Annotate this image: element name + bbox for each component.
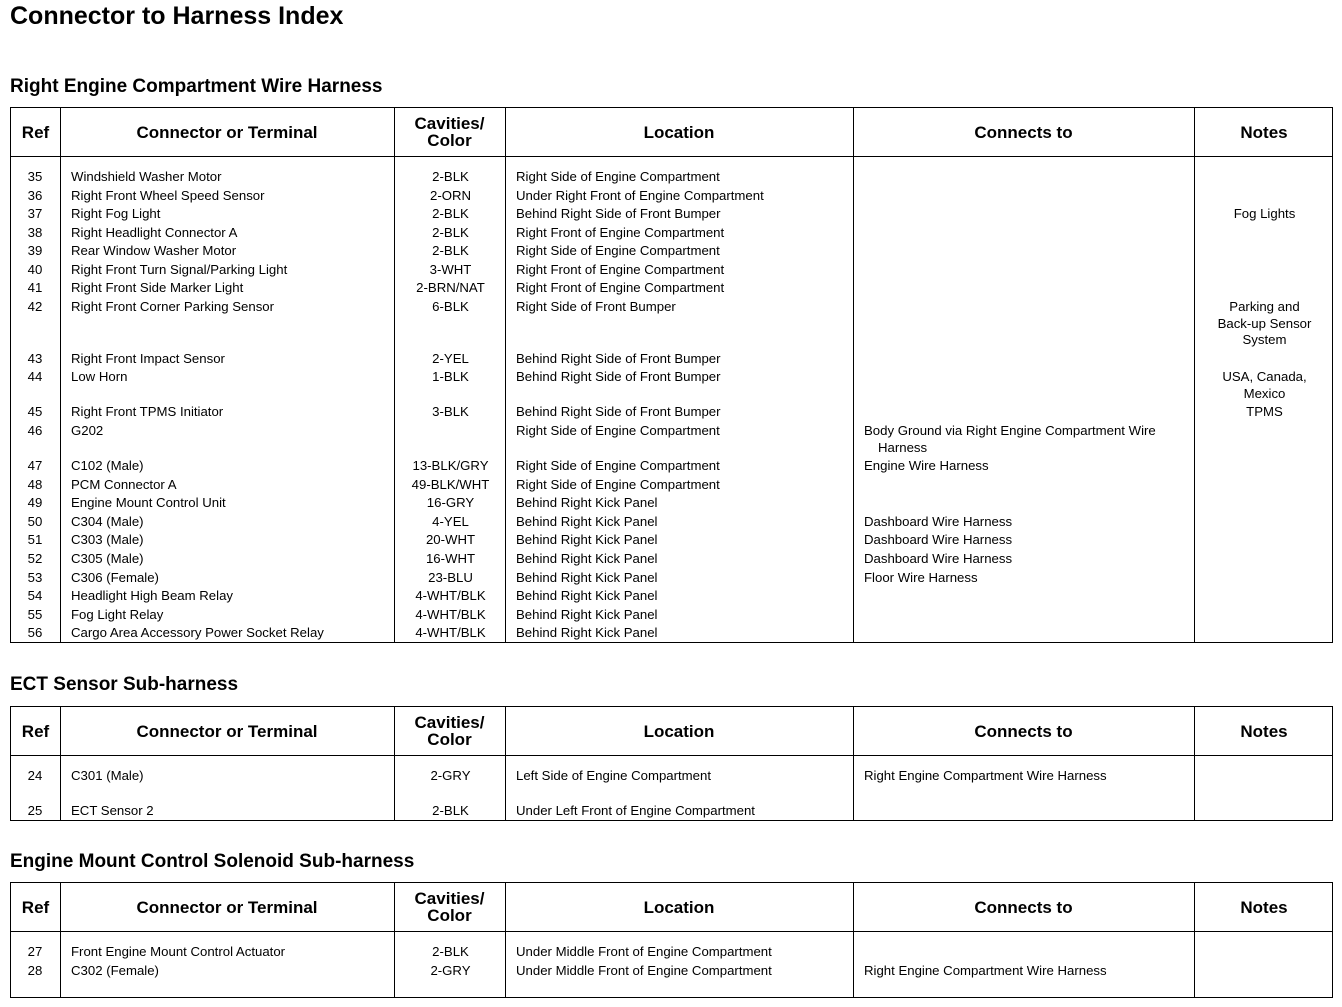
location-cell: Under Left Front of Engine Compartment: [516, 803, 755, 818]
connector-cell: Right Front Turn Signal/Parking Light: [71, 262, 288, 277]
ref-cell: 37: [27, 206, 43, 221]
connector-cell: Windshield Washer Motor: [71, 169, 222, 184]
harness-table: [10, 706, 1333, 821]
location-cell: Right Side of Engine Compartment: [516, 169, 720, 184]
header-location: Location: [643, 721, 715, 741]
cavities-cell: 2-YEL: [432, 351, 469, 366]
notes-cell: Fog Lights: [1233, 206, 1296, 221]
ref-cell: 35: [27, 169, 43, 184]
connector-cell: Fog Light Relay: [71, 607, 164, 622]
header-cavities-line: Color: [427, 906, 472, 925]
header-ref: Ref: [21, 122, 50, 142]
header-cavities: [394, 108, 505, 156]
connector-cell: Right Front Impact Sensor: [71, 351, 225, 366]
header-cavities-text: [415, 115, 485, 149]
connector-cell: Right Front Wheel Speed Sensor: [71, 188, 265, 203]
cavities-cell: 1-BLK: [432, 369, 469, 384]
location-cell: Under Middle Front of Engine Compartment: [516, 944, 772, 959]
ref-cell: 38: [27, 225, 43, 240]
location-cell: Behind Right Kick Panel: [516, 607, 658, 622]
cavities-cell: 4-WHT/BLK: [415, 625, 486, 640]
cavities-cell: 4-YEL: [432, 514, 469, 529]
harness-table: [10, 107, 1333, 643]
section-title: ECT Sensor Sub-harness: [10, 674, 239, 695]
location-cell: Behind Right Kick Panel: [516, 570, 658, 585]
location-cell: Right Side of Engine Compartment: [516, 243, 720, 258]
ref-cell: 55: [27, 607, 43, 622]
connector-cell: Low Horn: [71, 369, 128, 384]
ref-cell: 36: [27, 188, 43, 203]
connector-cell: G202: [71, 423, 104, 438]
cavities-cell: 2-ORN: [429, 188, 472, 203]
cavities-cell: 6-BLK: [432, 299, 469, 314]
connects-to-cell: Engine Wire Harness: [864, 458, 989, 473]
ref-cell: 41: [27, 280, 43, 295]
location-cell: Right Side of Engine Compartment: [516, 458, 720, 473]
cavities-cell: 23-BLU: [428, 570, 473, 585]
cavities-cell: 2-BLK: [432, 803, 469, 818]
header-ref: Ref: [21, 897, 50, 917]
notes-cell: [1195, 369, 1334, 402]
header-notes: Notes: [1240, 897, 1288, 917]
location-cell: Behind Right Kick Panel: [516, 588, 658, 603]
section-title: Right Engine Compartment Wire Harness: [10, 76, 383, 97]
table-header: [11, 108, 1332, 157]
harness-table: [10, 882, 1333, 998]
location-cell: Behind Right Kick Panel: [516, 514, 658, 529]
cavities-cell: 16-GRY: [426, 495, 475, 510]
ref-cell: 24: [27, 768, 43, 783]
header-connects-to: Connects to: [974, 721, 1073, 741]
connector-cell: C304 (Male): [71, 514, 144, 529]
connects-to-cell: Right Engine Compartment Wire Harness: [864, 963, 1107, 978]
location-cell: Left Side of Engine Compartment: [516, 768, 711, 783]
ref-cell: 56: [27, 625, 43, 640]
location-cell: Right Side of Engine Compartment: [516, 477, 720, 492]
connector-cell: C301 (Male): [71, 768, 144, 783]
location-cell: Behind Right Side of Front Bumper: [516, 369, 721, 384]
notes-line: Parking and: [1229, 299, 1300, 314]
cavities-cell: 3-BLK: [432, 404, 469, 419]
header-notes: Notes: [1240, 122, 1288, 142]
ref-cell: 47: [27, 458, 43, 473]
notes-cell: TPMS: [1246, 404, 1283, 419]
connector-cell: Engine Mount Control Unit: [71, 495, 226, 510]
cavities-cell: 2-GRY: [430, 768, 471, 783]
column-divider: [853, 108, 854, 642]
ref-cell: 43: [27, 351, 43, 366]
connector-cell: ECT Sensor 2: [71, 803, 154, 818]
ref-cell: 44: [27, 369, 43, 384]
ref-cell: 27: [27, 944, 43, 959]
connects-to-cell: Right Engine Compartment Wire Harness: [864, 768, 1107, 783]
connector-cell: C306 (Female): [71, 570, 159, 585]
cavities-cell: 20-WHT: [425, 532, 476, 547]
notes-line: USA, Canada,: [1222, 369, 1307, 384]
header-connects-to: Connects to: [974, 897, 1073, 917]
cavities-cell: 2-BRN/NAT: [416, 280, 485, 295]
page-title: Connector to Harness Index: [10, 2, 344, 30]
table-header: [11, 707, 1332, 756]
connects-to-line: Harness: [878, 439, 928, 455]
ref-cell: 50: [27, 514, 43, 529]
connector-cell: Right Fog Light: [71, 206, 161, 221]
header-location: Location: [643, 897, 715, 917]
location-cell: Behind Right Side of Front Bumper: [516, 404, 721, 419]
header-connector: Connector or Terminal: [136, 897, 318, 917]
section-title: Engine Mount Control Solenoid Sub-harness: [10, 851, 415, 872]
connector-cell: Right Front Side Marker Light: [71, 280, 244, 295]
ref-cell: 25: [27, 803, 43, 818]
header-cavities: [394, 883, 505, 931]
connector-cell: C303 (Male): [71, 532, 144, 547]
connector-cell: Cargo Area Accessory Power Socket Relay: [71, 625, 324, 640]
connector-cell: Right Front TPMS Initiator: [71, 404, 224, 419]
header-cavities-text: [415, 890, 485, 924]
ref-cell: 45: [27, 404, 43, 419]
location-cell: Under Right Front of Engine Compartment: [516, 188, 764, 203]
connector-cell: Right Headlight Connector A: [71, 225, 238, 240]
connects-to-cell: [864, 423, 1174, 456]
table-header: [11, 883, 1332, 932]
location-cell: Behind Right Kick Panel: [516, 532, 658, 547]
cavities-cell: 2-BLK: [432, 225, 469, 240]
header-connector: Connector or Terminal: [136, 721, 318, 741]
notes-cell: [1195, 299, 1334, 349]
connects-to-cell: Dashboard Wire Harness: [864, 532, 1013, 547]
connector-cell: Front Engine Mount Control Actuator: [71, 944, 286, 959]
location-cell: Behind Right Side of Front Bumper: [516, 206, 721, 221]
cavities-cell: 2-GRY: [430, 963, 471, 978]
header-notes: Notes: [1240, 721, 1288, 741]
connects-to-cell: Floor Wire Harness: [864, 570, 978, 585]
connects-to-line: Body Ground via Right Engine Compartment Wire: [864, 423, 1156, 438]
cavities-cell: 16-WHT: [425, 551, 476, 566]
notes-line: Mexico: [1243, 385, 1286, 401]
location-cell: Right Side of Engine Compartment: [516, 423, 720, 438]
cavities-cell: 13-BLK/GRY: [412, 458, 489, 473]
connector-cell: C102 (Male): [71, 458, 144, 473]
ref-cell: 49: [27, 495, 43, 510]
header-cavities-line: Cavities/: [414, 114, 485, 133]
ref-cell: 46: [27, 423, 43, 438]
ref-cell: 28: [27, 963, 43, 978]
cavities-cell: 2-BLK: [432, 206, 469, 221]
header-cavities-line: Color: [427, 131, 472, 150]
cavities-cell: 4-WHT/BLK: [415, 607, 486, 622]
ref-cell: 40: [27, 262, 43, 277]
connector-cell: Rear Window Washer Motor: [71, 243, 237, 258]
header-ref: Ref: [21, 721, 50, 741]
cavities-cell: 2-BLK: [432, 243, 469, 258]
location-cell: Right Front of Engine Compartment: [516, 280, 725, 295]
connector-cell: C305 (Male): [71, 551, 144, 566]
location-cell: Behind Right Side of Front Bumper: [516, 351, 721, 366]
cavities-cell: 4-WHT/BLK: [415, 588, 486, 603]
location-cell: Right Front of Engine Compartment: [516, 225, 725, 240]
header-cavities-line: Cavities/: [414, 889, 485, 908]
connector-cell: Headlight High Beam Relay: [71, 588, 233, 603]
column-divider: [60, 108, 61, 642]
ref-cell: 39: [27, 243, 43, 258]
notes-line: Back-up Sensor: [1217, 315, 1312, 331]
cavities-cell: 49-BLK/WHT: [411, 477, 490, 492]
ref-cell: 52: [27, 551, 43, 566]
location-cell: Right Front of Engine Compartment: [516, 262, 725, 277]
header-cavities: [394, 707, 505, 755]
connector-cell: C302 (Female): [71, 963, 159, 978]
location-cell: Behind Right Kick Panel: [516, 495, 658, 510]
connects-to-cell: Dashboard Wire Harness: [864, 551, 1013, 566]
ref-cell: 54: [27, 588, 43, 603]
header-connects-to: Connects to: [974, 122, 1073, 142]
location-cell: Behind Right Kick Panel: [516, 625, 658, 640]
header-cavities-line: Color: [427, 730, 472, 749]
header-connector: Connector or Terminal: [136, 122, 318, 142]
cavities-cell: 2-BLK: [432, 169, 469, 184]
header-cavities-text: [415, 714, 485, 748]
ref-cell: 51: [27, 532, 43, 547]
connects-to-cell: Dashboard Wire Harness: [864, 514, 1013, 529]
location-cell: Under Middle Front of Engine Compartment: [516, 963, 772, 978]
header-cavities-line: Cavities/: [414, 713, 485, 732]
notes-line: System: [1242, 332, 1287, 347]
location-cell: Right Side of Front Bumper: [516, 299, 676, 314]
header-location: Location: [643, 122, 715, 142]
ref-cell: 42: [27, 299, 43, 314]
cavities-cell: 3-WHT: [429, 262, 472, 277]
cavities-cell: 2-BLK: [432, 944, 469, 959]
connector-cell: PCM Connector A: [71, 477, 177, 492]
connector-cell: Right Front Corner Parking Sensor: [71, 299, 275, 314]
ref-cell: 53: [27, 570, 43, 585]
location-cell: Behind Right Kick Panel: [516, 551, 658, 566]
ref-cell: 48: [27, 477, 43, 492]
